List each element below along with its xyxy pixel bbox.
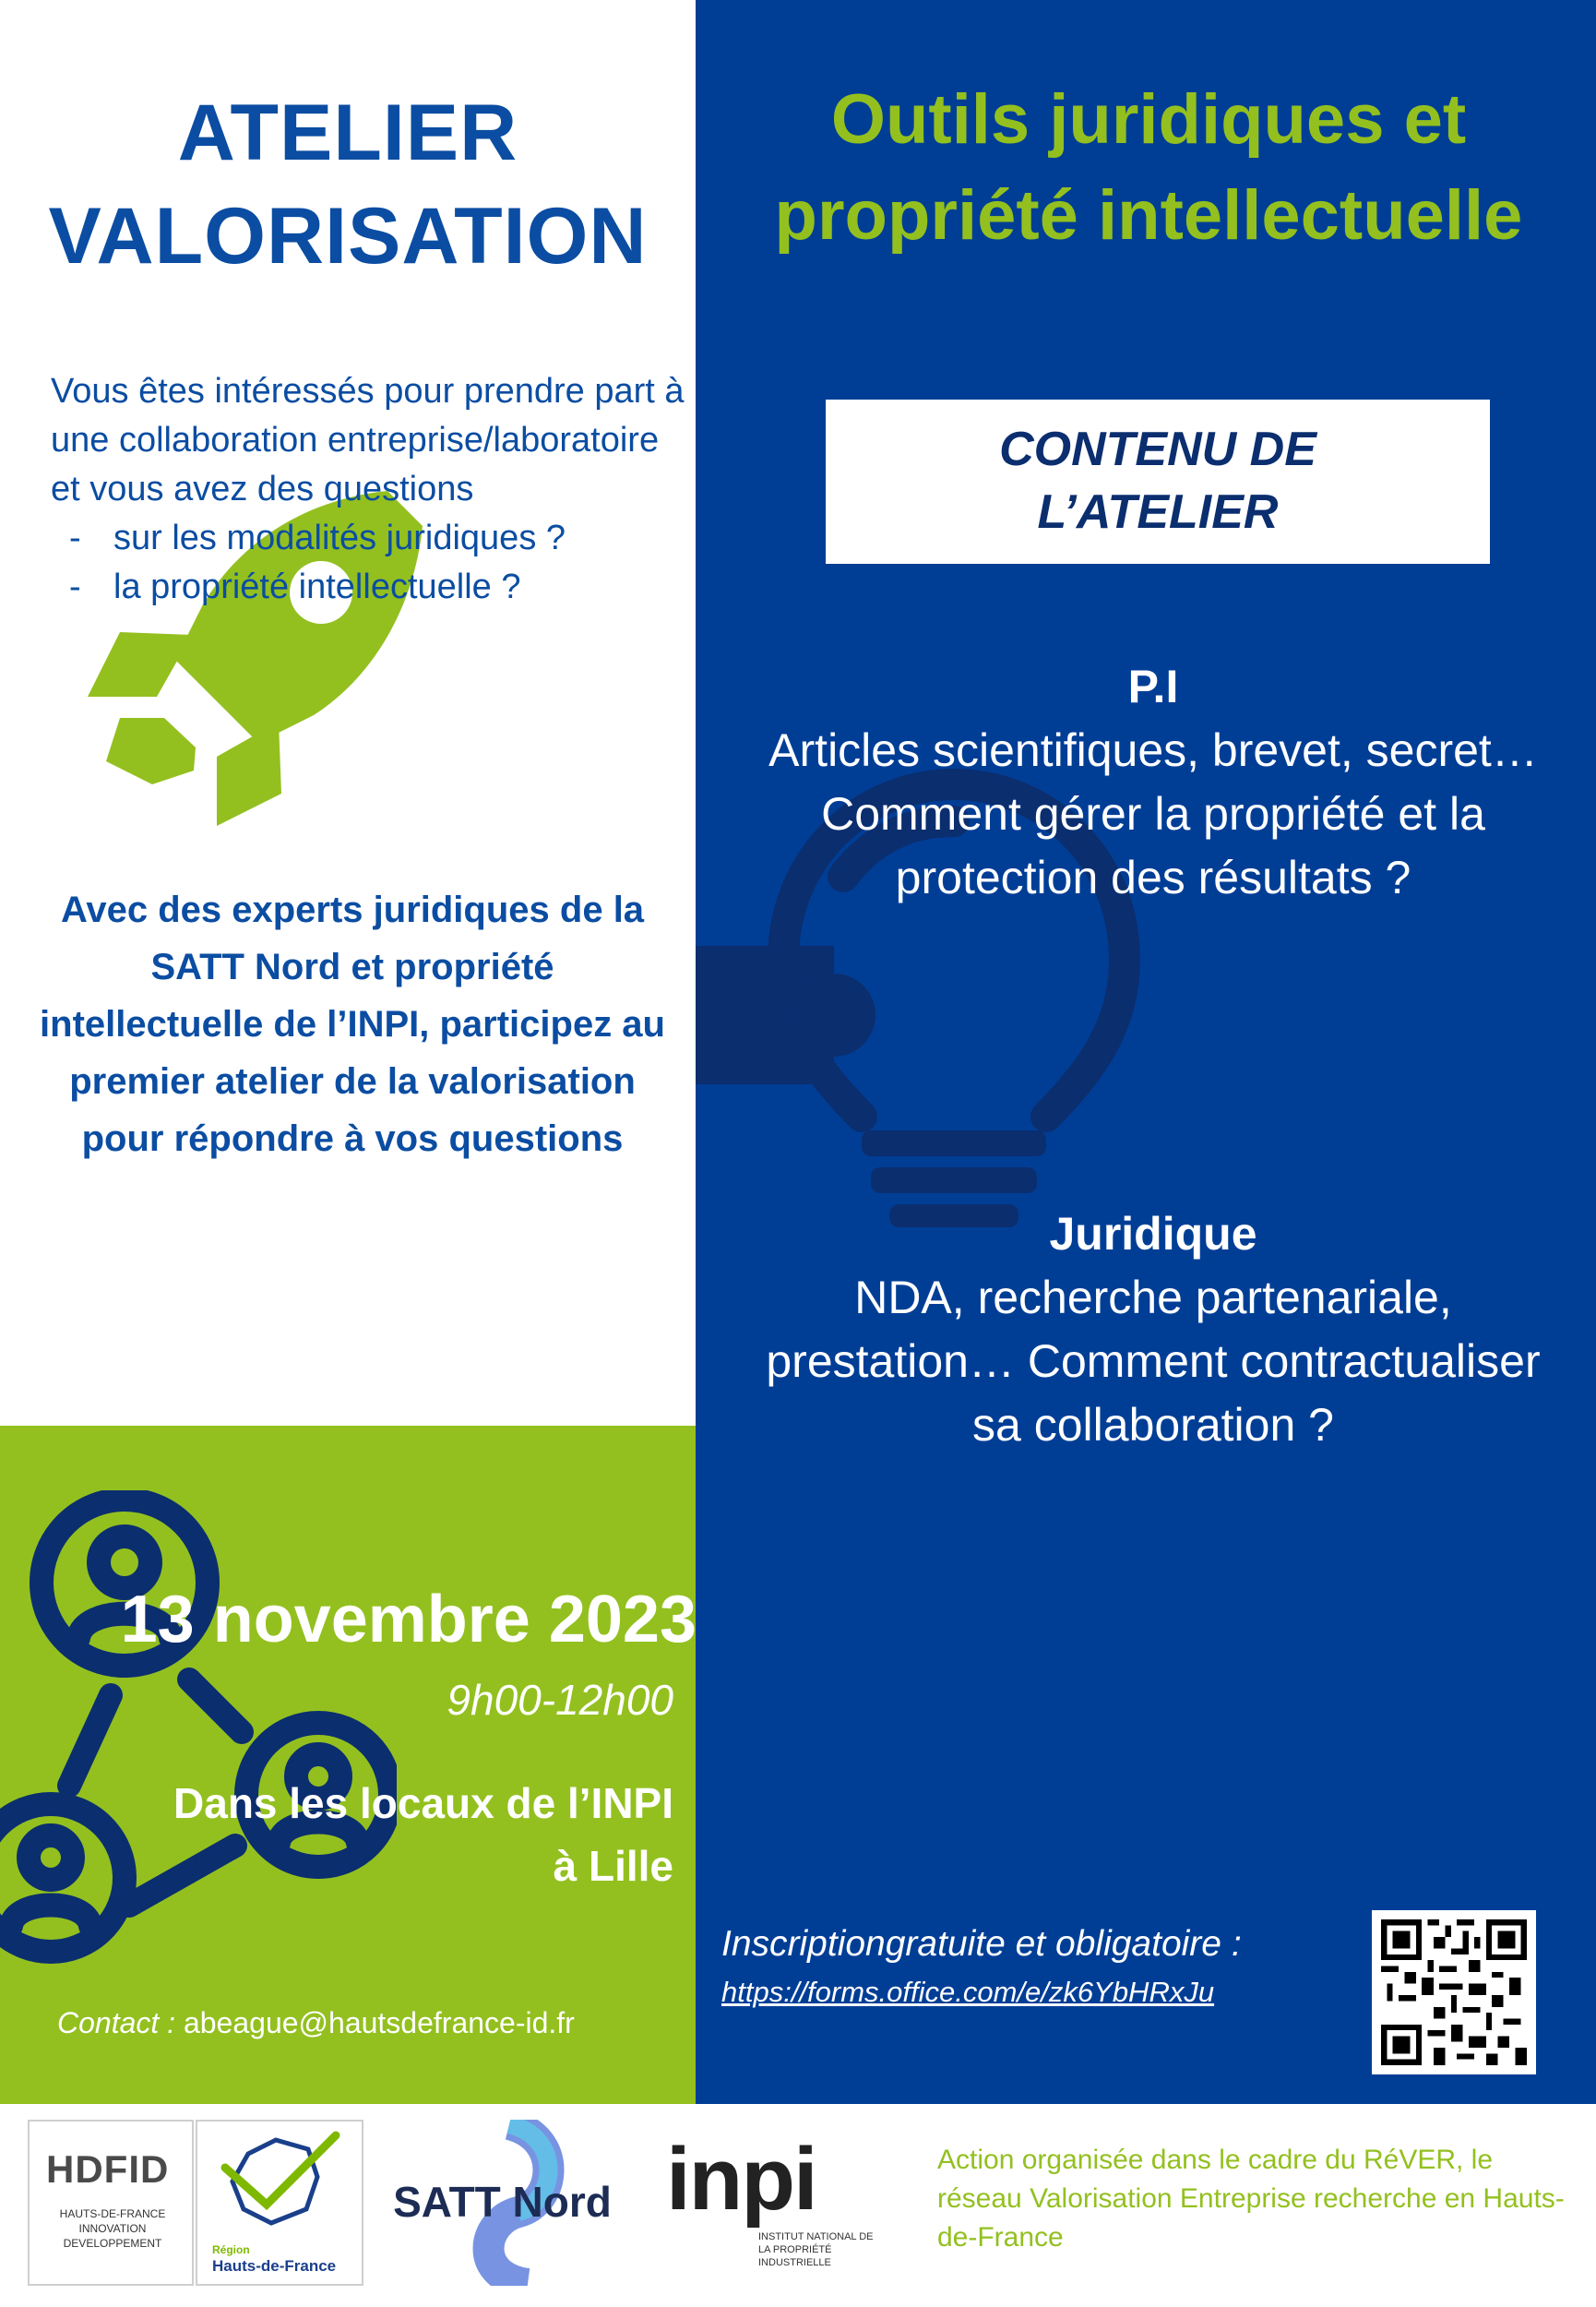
satt-nord-logo xyxy=(380,2120,625,2286)
region-logo-small: Région xyxy=(212,2243,250,2256)
intro-text xyxy=(51,367,687,612)
people-network-icon xyxy=(0,1490,397,1970)
section-juridique xyxy=(738,1202,1568,1457)
contact-email[interactable]: abeague@hautsdefrance-id.fr xyxy=(183,2006,575,2039)
hdfid-logo xyxy=(28,2120,194,2286)
contact-label: Contact : xyxy=(57,2006,176,2039)
hdfid-logo-name: HDFID xyxy=(46,2147,170,2191)
section-juridique-title: Juridique xyxy=(1049,1208,1257,1260)
content-heading-line1: CONTENU DE xyxy=(999,423,1316,476)
registration xyxy=(721,1919,1367,2015)
theme-title-line1: Outils juridiques et xyxy=(830,80,1467,159)
intro-paragraph: Vous êtes intéressés pour prendre part à une collaboration entreprise/laboratoire et vous avez des questions xyxy=(51,372,685,508)
inpi-logo-subtitle: INSTITUT NATIONAL DE LA PROPRIÉTÉ INDUSTRIELLE xyxy=(758,2231,874,2268)
region-logo-name: Hauts-de-France xyxy=(212,2257,337,2275)
atelier-title xyxy=(0,81,696,288)
section-juridique-text: NDA, recherche partenariale, prestation… Comment contractualiser sa collaboration ? xyxy=(766,1272,1541,1451)
theme-title xyxy=(710,72,1587,264)
event-date: 13 novembre 2023 xyxy=(120,1583,697,1656)
section-pi-text: Articles scientifiques, brevet, secret… Comment gérer la propriété et la protection des résultats ? xyxy=(768,724,1538,903)
footer-note: Action organisée dans le cadre du RéVER, le réseau Valorisation Entreprise recherche en Hauts-de-France xyxy=(937,2145,1565,2253)
content-heading-box xyxy=(826,400,1490,564)
event-time: 9h00-12h00 xyxy=(447,1676,673,1724)
qr-code-icon xyxy=(1381,1919,1527,2065)
intro-list xyxy=(69,514,687,612)
event-place-line1: Dans les locaux de l’INPI xyxy=(173,1779,673,1827)
registration-link[interactable]: https://forms.office.com/e/zk6YbHRxJu xyxy=(721,1976,1215,2008)
atelier-title-line1: ATELIER xyxy=(177,89,518,177)
event-place xyxy=(55,1772,673,1897)
intro-bullet: - la propriété intellectuelle ? xyxy=(69,563,687,612)
contact xyxy=(57,2002,575,2043)
content-heading-line2: L’ATELIER xyxy=(1037,485,1279,539)
event-place-line2: à Lille xyxy=(553,1842,673,1890)
satt-logo-name: SATT Nord xyxy=(393,2178,612,2226)
theme-title-line2: propriété intellectuelle xyxy=(774,176,1523,255)
inpi-logo-name: inpi xyxy=(666,2130,816,2229)
section-pi xyxy=(738,655,1568,910)
experts-text: Avec des experts juridiques de la SATT Nord et propriété intellectuelle de l’INPI, participez au premier atelier de la valorisation pour répondre à vos questions xyxy=(40,890,665,1159)
section-pi-title: P.I xyxy=(1127,661,1179,712)
region-map-icon xyxy=(197,2122,363,2241)
region-logo xyxy=(196,2120,363,2286)
atelier-title-line2: VALORISATION xyxy=(48,192,648,281)
intro-bullet: - sur les modalités juridiques ? xyxy=(69,514,687,563)
qr-code[interactable] xyxy=(1372,1910,1536,2074)
inpi-logo xyxy=(648,2120,886,2286)
hdfid-logo-subtitle: HAUTS-DE-FRANCE INNOVATION DEVELOPPEMENT xyxy=(59,2207,166,2250)
registration-label: Inscriptiongratuite et obligatoire : xyxy=(721,1924,1242,1964)
